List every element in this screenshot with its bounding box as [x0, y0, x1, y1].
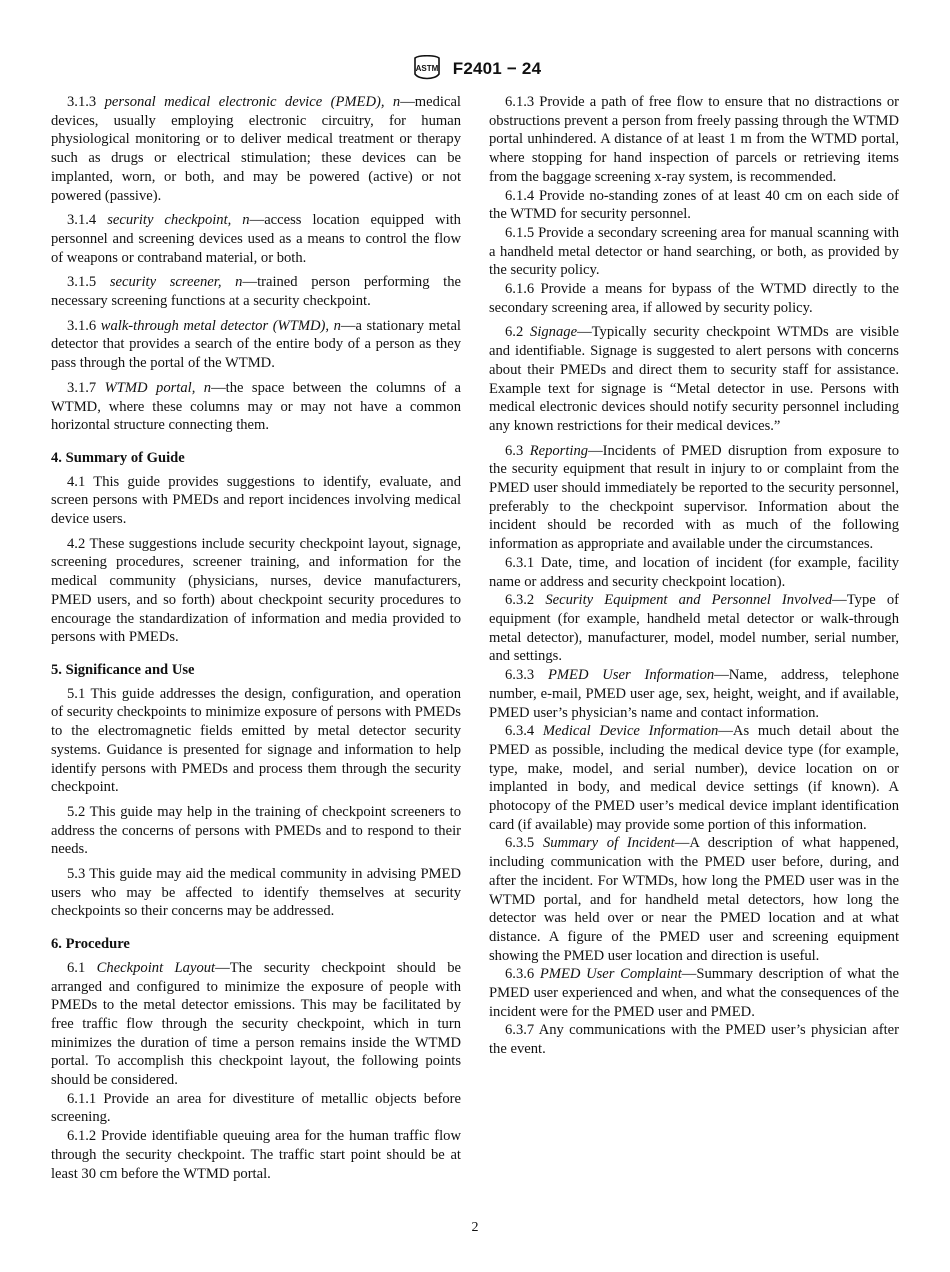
astm-logo-icon [409, 55, 445, 83]
term: PMED User Complaint [539, 966, 682, 983]
term: Reporting [529, 442, 589, 459]
paragraph-5-3: 5.3 This guide may aid the medical community in advising PMED users who may be affected to identify themselves at security checkpoints so their concerns may be addressed. [51, 866, 461, 920]
term: personal medical electronic device (PMED), n [104, 94, 401, 110]
paragraph-5-2: 5.2 This guide may help in the training of checkpoint screeners to address the concerns of persons with PMEDs and to respond to their needs. [51, 803, 461, 858]
paragraph-6-3: 6.3 Reporting—Incidents of PMED disruption from exposure to the security equipment that result in injury to or complaint from the PMED user should immediately be reported to the security personnel, preferably to the checkpoint supervisor. Information about the incident should be recorded with as much of the following information as appropriate and available under the circumstances. [489, 442, 899, 553]
term: WTMD portal, n [104, 379, 212, 396]
section-heading-5: 5. Significance and Use [51, 661, 195, 678]
definition-3-1-6: 3.1.6 walk-through metal detector (WTMD), n—a stationary metal detector that provides a search of the entire body of a person as they pass through the portal of the WTMD. [51, 317, 461, 372]
page-header [0, 54, 950, 84]
paragraph-6-1-4: 6.1.4 Provide no-standing zones of at least 40 cm on each side of the WTMD for security personnel. [489, 187, 899, 223]
paragraph-6-1-1: 6.1.1 Provide an area for divestiture of metallic objects before screening. [51, 1090, 461, 1126]
paragraph-5-1: 5.1 This guide addresses the design, configuration, and operation of security checkpoints to minimize exposure of persons with PMEDs to the electromagnetic fields emitted by metal detector security systems. Guidance is presented for signage and information to help identify persons with PMEDs and process them through the security checkpoint. [51, 685, 461, 796]
paragraph-6-3-3: 6.3.3 PMED User Information—Name, address, telephone number, e-mail, PMED user age, sex, height, weight, and if available, PMED user’s physician’s name and contact information. [489, 667, 899, 721]
paragraph-6-1-5: 6.1.5 Provide a secondary screening area for manual scanning with a handheld metal detector or hand searching, or both, as provided by the security policy. [489, 224, 899, 279]
paragraph-6-3-6: 6.3.6 PMED User Complaint—Summary description of what the PMED user experienced and when, and what the consequences of the incident were for the PMED user and PMED. [489, 966, 899, 1020]
term: security checkpoint, n [107, 212, 250, 229]
logo-text: ASTM [415, 64, 439, 73]
term: security screener, n [109, 274, 243, 291]
page-number: 2 [471, 1220, 479, 1235]
term: PMED User Information [547, 667, 715, 684]
right-column [489, 93, 899, 1059]
definition-3-1-4: 3.1.4 security checkpoint, n—access location equipped with personnel and screening devices used as a means to control the flow of weapons or contraband material, or both. [51, 212, 461, 266]
term: Security Equipment and Personnel Involved [545, 592, 833, 609]
paragraph-6-3-4: 6.3.4 Medical Device Information—As much detail about the PMED as possible, including the medical device type (for example, type, make, model, and serial number), device location on or implanted in body, and medical device settings (if known). A photocopy of the PMED user’s medical device implant identification card (if available) may provide some portion of this information. [489, 723, 900, 833]
paragraph-6-3-2: 6.3.2 Security Equipment and Personnel Involved—Type of equipment (for example, handheld metal detector or walk-through metal detector), manufacturer, model, model number, serial number, and settings. [489, 592, 899, 665]
definition-3-1-5: 3.1.5 security screener, n—trained person performing the necessary screening functions at a security checkpoint. [51, 274, 461, 310]
paragraph-6-1: 6.1 Checkpoint Layout—The security checkpoint should be arranged and configured to minimize the exposure of people with PMEDs to the metal detector emissions. This may be facilitated by free traffic flow through the security checkpoint, which in turn minimizes the duration of time a person remains inside the WTMD portal. To accomplish this checkpoint layout, the following points should be considered. [51, 959, 461, 1089]
left-column [51, 93, 461, 1183]
section-heading-6: 6. Procedure [51, 936, 130, 953]
term: Summary of Incident [542, 835, 675, 852]
paragraph-6-3-1: 6.3.1 Date, time, and location of incident (for example, facility name or address and security checkpoint location). [489, 554, 899, 590]
paragraph-6-2: 6.2 Signage—Typically security checkpoint WTMDs are visible and identifiable. Signage is suggested to alert persons with concerns about their PMEDs and direct them to security staff for assistance. Example text for signage is “Metal detector in use. Persons with medical electronic devices should notify security personnel including any known restrictions for their medical devices.” [489, 324, 899, 434]
section-heading-4: 4. Summary of Guide [51, 449, 185, 466]
term: Signage [530, 324, 578, 341]
paragraph-6-1-2: 6.1.2 Provide identifiable queuing area for the human traffic flow through the security checkpoint. The traffic start point should be at least 30 cm before the WTMD portal. [51, 1128, 461, 1182]
paragraph-6-3-7: 6.3.7 Any communications with the PMED user’s physician after the event. [489, 1022, 899, 1058]
term: walk-through metal detector (WTMD), n [100, 317, 341, 334]
paragraph-6-3-5: 6.3.5 Summary of Incident—A description of what happened, including communication with the PMED user before, during, and after the incident. For WTMDs, how long the PMED user was in the WTMD portal, and for handheld metal detectors, how long the detector was held over or near the PMED location and at what distance. A figure of the PMED user and screening equipment showing the PMED user location and direction is useful. [489, 835, 899, 964]
document-designation: F2401 − 24 [452, 59, 542, 78]
term: Checkpoint Layout [96, 959, 216, 976]
paragraph-4-1: 4.1 This guide provides suggestions to identify, evaluate, and screen persons with PMEDs and report incidences involving medical device users. [51, 473, 461, 528]
definition-3-1-3: 3.1.3 personal medical electronic device (PMED), n—medical devices, usually employing electronic circuitry, for human physiological monitoring or to deliver medical treatment or therapy such as drugs or electrical stimulation; these devices can be implanted, worn, or both, and may be powered (active) or not powered (passive). [51, 94, 461, 204]
term: Medical Device Information [542, 723, 719, 740]
paragraph-4-2: 4.2 These suggestions include security checkpoint layout, signage, screening procedures, screener training, and information for the medical community (physicians, nurses, device manufacturers, PMED users, and so forth) about checkpoint security procedures to encourage the standardization of information and media provided to persons with PMEDs. [51, 535, 461, 646]
paragraph-6-1-3: 6.1.3 Provide a path of free flow to ensure that no distractions or obstructions prevent a person from freely passing through the WTMD portal unhindered. A distance of at least 1 m from the WTMD portal, where stopping for hand inspection of parcels or retrieving items from the baggage screening x-ray system, is recommended. [489, 94, 899, 185]
paragraph-6-1-6: 6.1.6 Provide a means for bypass of the WTMD directly to the secondary screening area, if allowed by security policy. [489, 281, 899, 316]
definition-3-1-7: 3.1.7 WTMD portal, n—the space between the columns of a WTMD, where these columns may or may not have a common horizontal structure connecting them. [51, 379, 462, 434]
